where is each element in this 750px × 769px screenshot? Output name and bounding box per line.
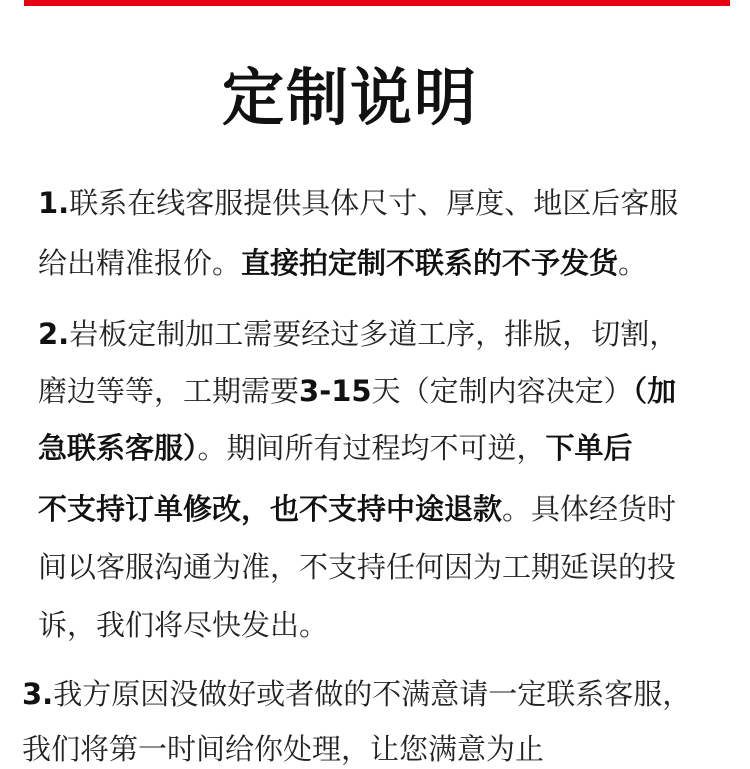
line-text: 。具体经货时 [502, 492, 677, 526]
line-text: 天（定制内容决定） [371, 374, 633, 408]
text-line-10 [22, 729, 544, 769]
text-line-1 [38, 183, 678, 223]
bold-text: 直接拍定制不联系的不予发货 [241, 246, 619, 280]
text-line-4 [38, 371, 676, 411]
bold-text: 不支持订单修改，也不支持中途退款 [38, 492, 503, 526]
line-text: 岩板定制加工需要经过多道工序，排版，切割， [69, 317, 679, 351]
line-text: 磨边等等，工期需要 [38, 374, 300, 408]
text-line-9 [22, 674, 691, 714]
item-number-1: 1. [38, 186, 70, 220]
line-text: 。期间所有过程均不可逆， [197, 431, 546, 465]
item-number-2: 2. [38, 317, 70, 351]
text-line-3 [38, 314, 678, 354]
text-line-6 [38, 489, 676, 529]
text-line-2 [38, 243, 647, 283]
page-title: 定制说明 [221, 61, 478, 134]
line-text: 间以客服沟通为准，不支持任何因为工期延误的投 [38, 550, 677, 584]
line-text: 诉，我们将尽快发出。 [38, 608, 329, 642]
top-accent-bar [24, 0, 730, 6]
text-line-5 [38, 428, 633, 468]
bold-text: 急联系客服） [38, 431, 198, 465]
bold-text: 下单后 [545, 431, 633, 465]
line-text: 我方原因没做好或者做的不满意请一定联系客服， [53, 677, 692, 711]
bold-text: 3-15 [299, 374, 372, 408]
text-line-7 [38, 547, 676, 587]
item-number-3: 3. [22, 677, 54, 711]
bold-text: （加 [632, 374, 677, 408]
line-text: 给出精准报价。 [38, 246, 242, 280]
line-text: 联系在线客服提供具体尺寸、厚度、地区后客服 [69, 186, 679, 220]
line-text: 我们将第一时间给你处理，让您满意为止 [22, 732, 545, 766]
line-text: 。 [618, 246, 648, 280]
text-line-8 [38, 605, 328, 645]
